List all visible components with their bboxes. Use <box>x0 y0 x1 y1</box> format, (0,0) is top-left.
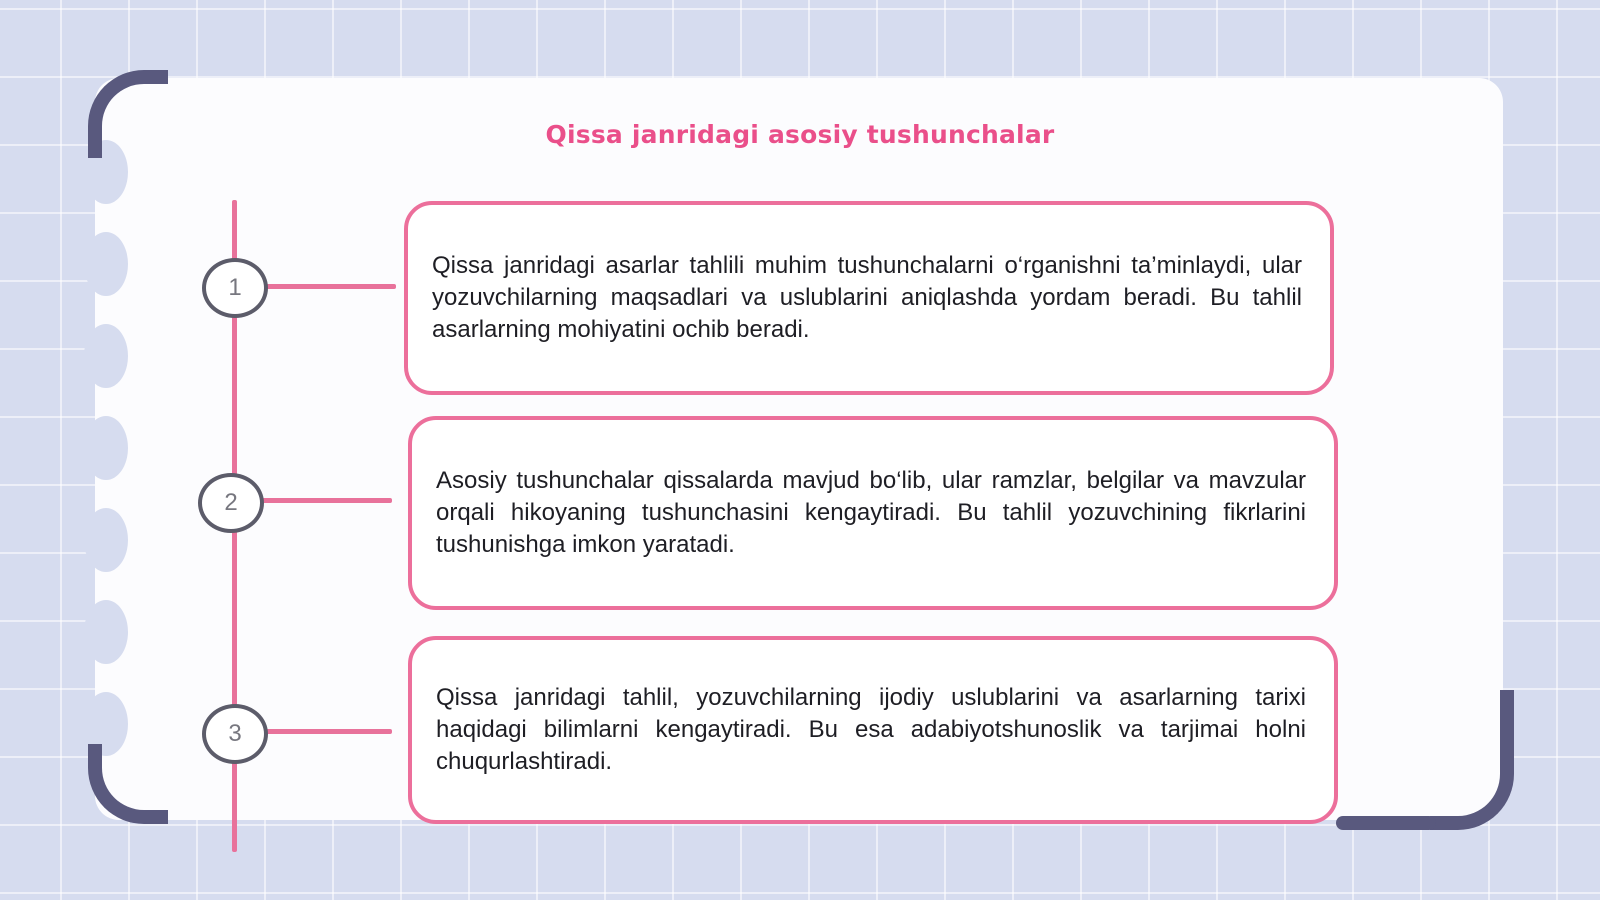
corner-bracket-top-left <box>88 70 168 158</box>
notebook-hole <box>84 508 128 572</box>
content-text-3: Qissa janridagi tahlil, yozuvchilarning ijodiy uslublarini va asarlarning tarixi haqidagi bilimlarni kengaytiradi. Bu esa adabiyotshunoslik va tarjimai holni chuqurlashtiradi. <box>436 684 1306 775</box>
content-box-3 <box>408 636 1338 824</box>
step-number-3: 3 <box>202 704 268 764</box>
corner-bracket-bottom-right <box>1430 690 1514 830</box>
slide-title: Qissa janridagi asosiy tushunchalar <box>545 120 1055 149</box>
notebook-hole <box>84 232 128 296</box>
content-text-2: Asosiy tushunchalar qissalarda mavjud bo‘lib, ular ramzlar, belgilar va mavzular orqali hikoyaning tushunchasini kengaytiradi. Bu tahlil yozuvchining fikrlarini tushunishga imkon yaratadi. <box>436 467 1306 558</box>
connector-line-2 <box>262 498 392 503</box>
content-box-1 <box>404 201 1334 395</box>
connector-line-3 <box>266 729 392 734</box>
connector-line-1 <box>266 284 396 289</box>
content-box-2 <box>408 416 1338 610</box>
notebook-hole <box>84 416 128 480</box>
content-text-1: Qissa janridagi asarlar tahlili muhim tushunchalarni o‘rganishni ta’minlaydi, ular yozuvchilarning maqsadlari va uslublarini aniqlashda yordam beradi. Bu tahlil asarlarning mohiyatini ochib beradi. <box>432 252 1302 343</box>
notebook-hole <box>84 600 128 664</box>
corner-bracket-bottom-right-extension <box>1336 816 1436 830</box>
corner-bracket-bottom-left <box>88 744 168 824</box>
step-number-2: 2 <box>198 473 264 533</box>
step-number-1: 1 <box>202 258 268 318</box>
notebook-hole <box>84 324 128 388</box>
